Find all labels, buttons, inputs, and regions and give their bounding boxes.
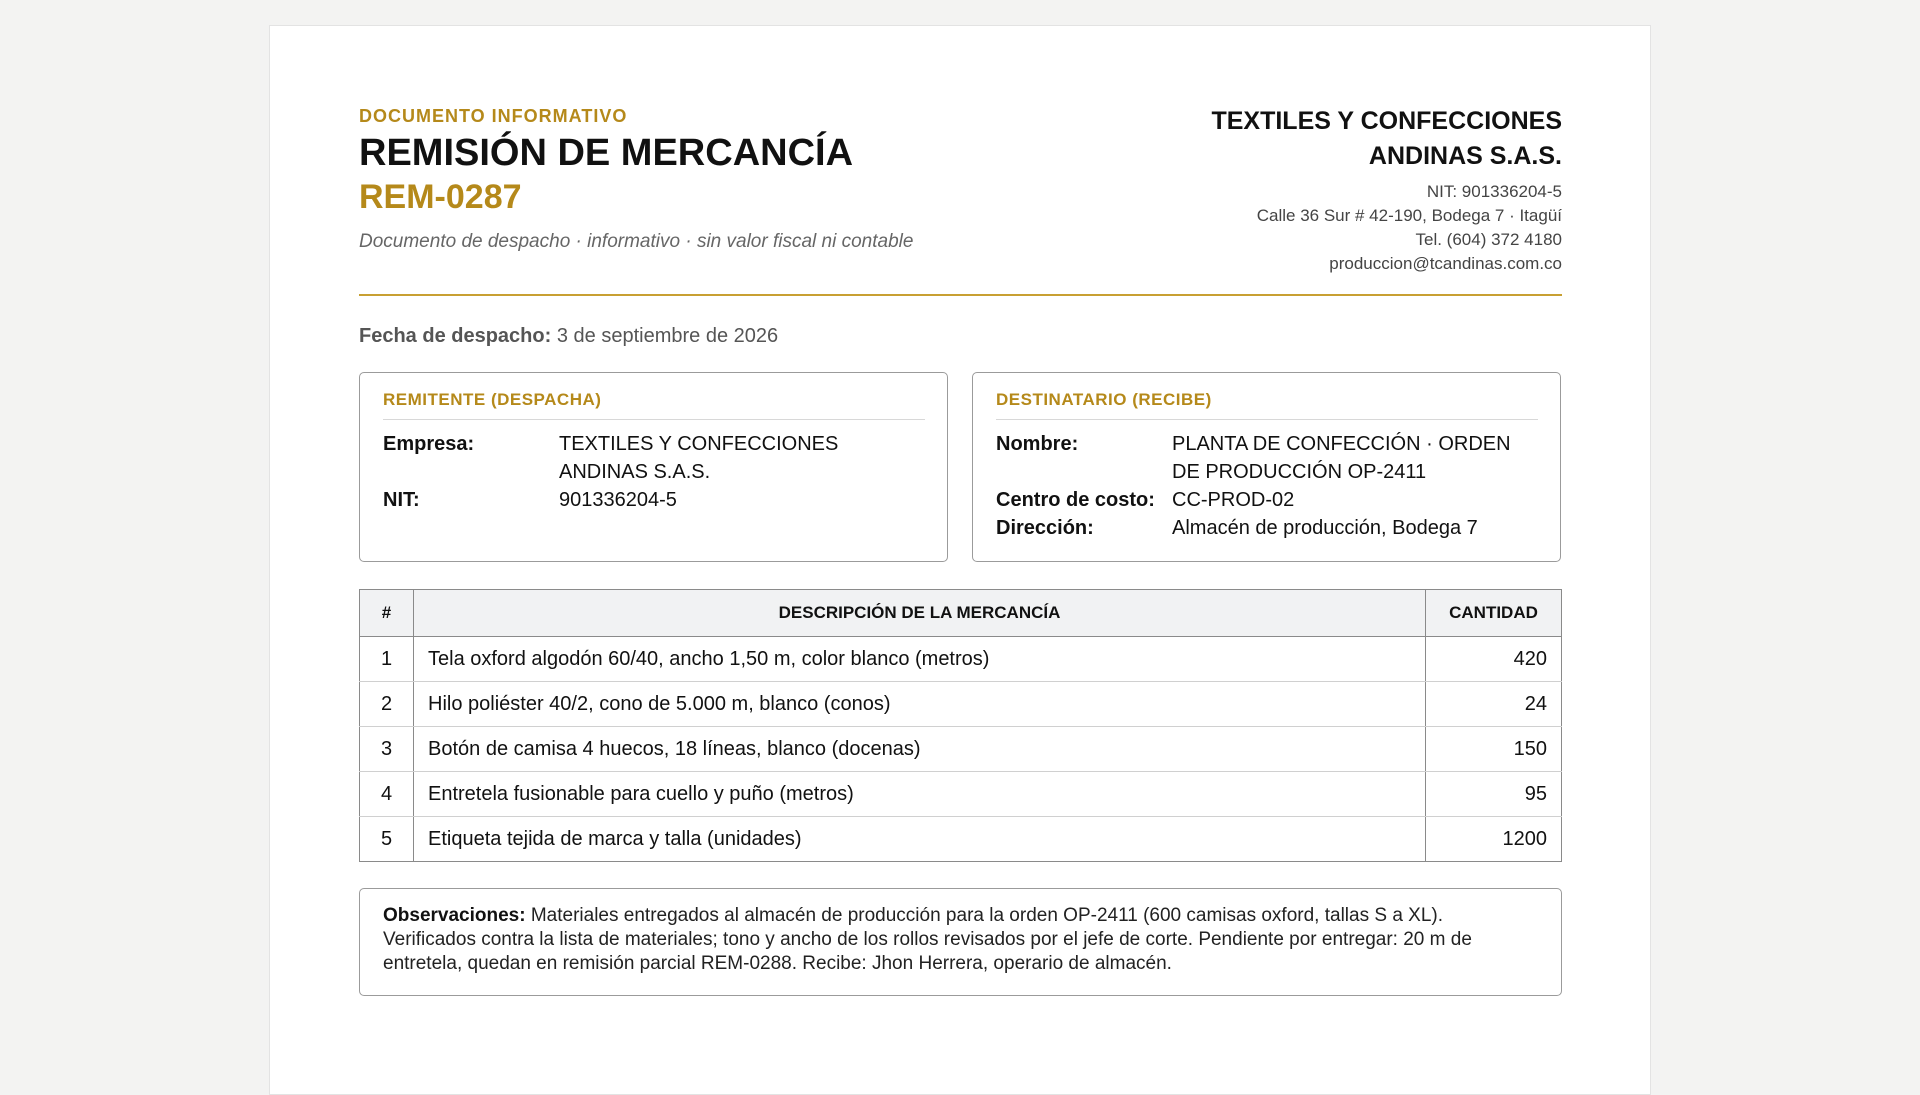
observations-box — [359, 888, 1562, 996]
recipient-address-label: Dirección: — [996, 517, 1094, 539]
recipient-name-value — [1172, 430, 1538, 486]
company-address: Calle 36 Sur # 42-190, Bodega 7 · Itagüí — [1256, 206, 1562, 225]
row-number: 4 — [360, 772, 414, 817]
row-quantity: 150 — [1426, 727, 1562, 772]
sender-nit-label: NIT: — [383, 489, 420, 511]
recipient-name-row — [996, 430, 1538, 486]
items-table — [359, 589, 1562, 862]
recipient-address-row — [996, 514, 1538, 542]
dispatch-date-value: 3 de septiembre de 2026 — [556, 325, 779, 347]
company-name-line1: TEXTILES Y CONFECCIONES — [1211, 107, 1562, 135]
row-quantity: 24 — [1426, 682, 1562, 727]
column-header-description: DESCRIPCIÓN DE LA MERCANCÍA — [414, 590, 1426, 637]
document-header — [359, 26, 1562, 296]
document-title: REMISIÓN DE MERCANCÍA — [359, 132, 854, 174]
company-nit: NIT: 901336204-5 — [1426, 182, 1562, 201]
recipient-address-value: Almacén de producción, Bodega 7 — [1172, 517, 1478, 539]
observations-text: Materiales entregados al almacén de producción para la orden OP-2411 (600 camisas oxford, tallas S a XL). Verificados contra la lista de materiales; tono y ancho de los rollos revisados por el jefe de corte. Pendiente por entregar: 20 m de entretela, quedan en remisión parcial REM-0288. Recibe: Jhon Herrera, operario de almacén. — [383, 905, 1472, 974]
row-description: Hilo poliéster 40/2, cono de 5.000 m, blanco (conos) — [414, 682, 1426, 727]
document-subtitle: Documento de despacho · informativo · sin valor fiscal ni contable — [359, 231, 914, 252]
row-quantity: 95 — [1426, 772, 1562, 817]
sender-company-line1: TEXTILES Y CONFECCIONES — [559, 433, 839, 455]
row-quantity: 420 — [1426, 637, 1562, 682]
recipient-cost-label: Centro de costo: — [996, 489, 1155, 511]
recipient-name-line1: PLANTA DE CONFECCIÓN · ORDEN — [1172, 433, 1511, 455]
sender-nit-value: 901336204-5 — [559, 489, 677, 511]
dispatch-date-label: Fecha de despacho: — [359, 325, 552, 347]
recipient-name-label: Nombre: — [996, 433, 1079, 455]
company-email: produccion@tcandinas.com.co — [1329, 254, 1562, 273]
sender-company-line2: ANDINAS S.A.S. — [559, 461, 711, 483]
recipient-cost-row — [996, 486, 1538, 514]
document-tag: DOCUMENTO INFORMATIVO — [359, 106, 628, 126]
recipient-title: DESTINATARIO (RECIBE) — [996, 390, 1538, 420]
recipient-cost-value: CC-PROD-02 — [1172, 489, 1295, 511]
sender-company-row — [383, 430, 925, 486]
table-row — [360, 637, 1562, 682]
sender-company-value — [559, 430, 925, 486]
company-name-line2: ANDINAS S.A.S. — [1368, 142, 1562, 170]
table-row — [360, 772, 1562, 817]
company-info — [1062, 104, 1562, 276]
row-description: Tela oxford algodón 60/40, ancho 1,50 m, color blanco (metros) — [414, 637, 1426, 682]
row-number: 3 — [360, 727, 414, 772]
table-row — [360, 727, 1562, 772]
table-row — [360, 682, 1562, 727]
row-description: Botón de camisa 4 huecos, 18 líneas, blanco (docenas) — [414, 727, 1426, 772]
table-header-row — [360, 590, 1562, 637]
sender-nit-row — [383, 486, 925, 514]
document-content — [359, 26, 1562, 974]
row-number: 1 — [360, 637, 414, 682]
table-row — [360, 817, 1562, 862]
dispatch-date — [359, 325, 778, 348]
parties-section — [359, 372, 1562, 562]
row-number: 5 — [360, 817, 414, 862]
observations-label: Observaciones: — [383, 905, 526, 926]
row-number: 2 — [360, 682, 414, 727]
row-quantity: 1200 — [1426, 817, 1562, 862]
sender-box — [359, 372, 948, 562]
company-phone: Tel. (604) 372 4180 — [1415, 230, 1562, 249]
row-description: Entretela fusionable para cuello y puño (metros) — [414, 772, 1426, 817]
recipient-box — [972, 372, 1561, 562]
header-divider — [359, 294, 1562, 296]
sender-title: REMITENTE (DESPACHA) — [383, 390, 925, 420]
sender-company-label: Empresa: — [383, 433, 475, 455]
document-page — [269, 25, 1651, 1095]
document-number: REM-0287 — [359, 178, 522, 216]
column-header-number: # — [360, 590, 414, 637]
column-header-quantity: CANTIDAD — [1426, 590, 1562, 637]
recipient-name-line2: DE PRODUCCIÓN OP-2411 — [1172, 461, 1427, 483]
row-description: Etiqueta tejida de marca y talla (unidades) — [414, 817, 1426, 862]
